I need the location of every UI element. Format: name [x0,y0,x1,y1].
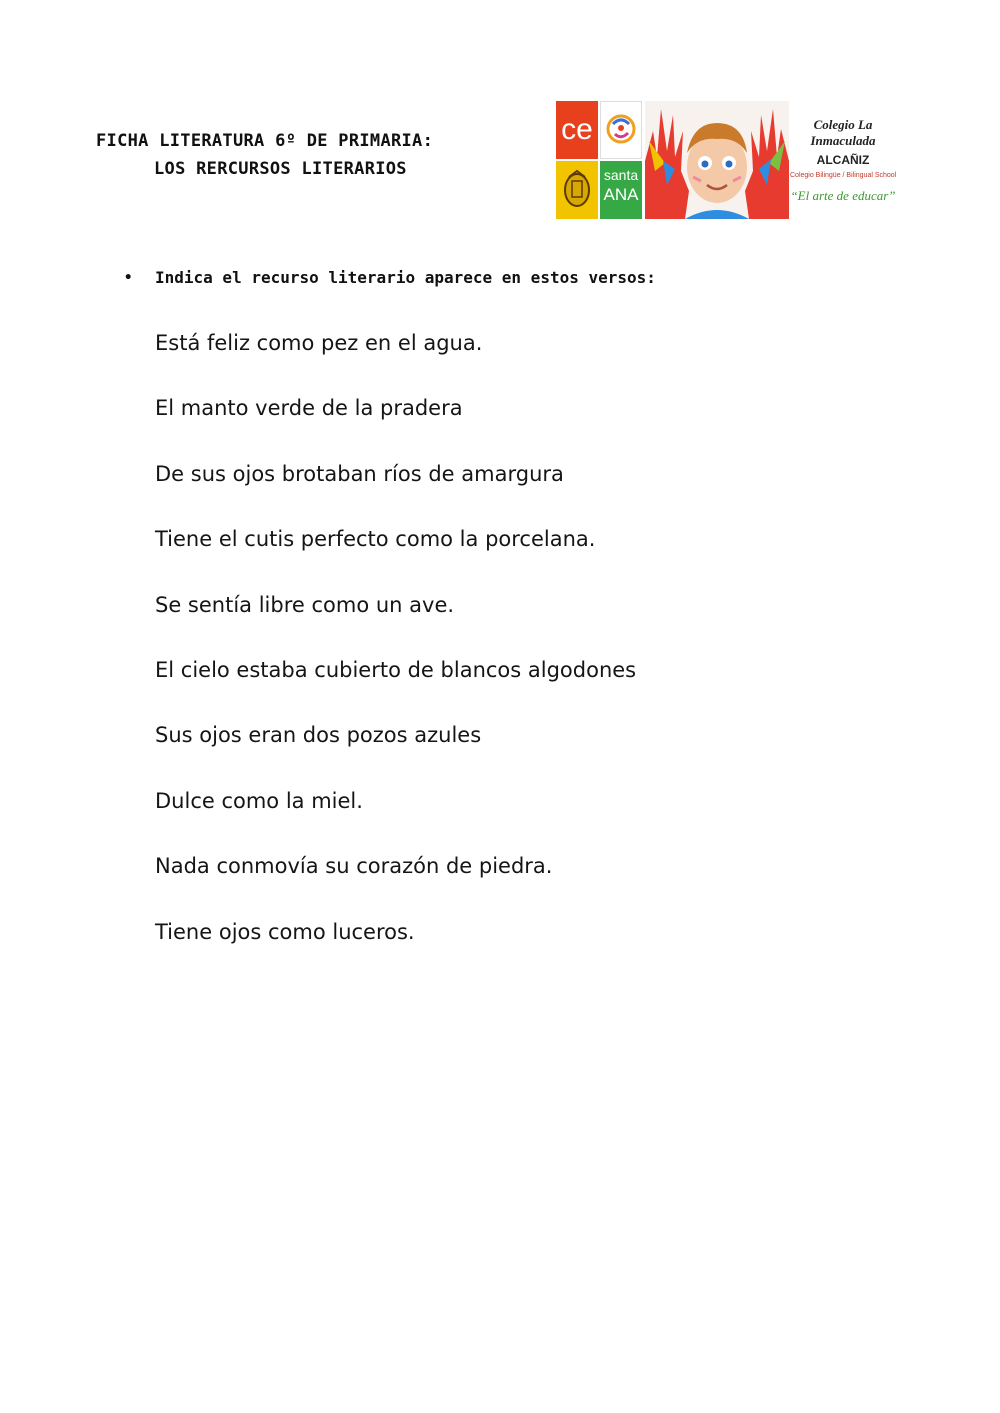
title-line-1: FICHA LITERATURA 6º DE PRIMARIA: [96,131,434,151]
title-line-2: LOS RERCURSOS LITERARIOS [154,159,407,179]
verse-item: El cielo estaba cubierto de blancos algodones [155,657,637,682]
instruction [124,268,656,287]
bullet-icon: • [124,269,133,286]
verse-item: De sus ojos brotaban ríos de amargura [155,461,564,486]
pastoral-icon [600,101,642,159]
ana-text: ANA [603,185,639,204]
worksheet-title [96,127,433,183]
instruction-text: Indica el recurso literario aparece en estos versos: [155,268,656,287]
verse-item: Está feliz como pez en el agua. [155,331,483,355]
school-city: ALCAÑIZ [816,153,870,167]
school-info [790,117,896,204]
school-subtitle: Colegio Bilingüe / Bilingual School [790,172,897,179]
school-logo [556,101,896,219]
ce-santa-ana-logo [556,101,642,219]
school-motto: “El arte de educar” [790,188,896,203]
verse-item: Sus ojos eran dos pozos azules [155,723,482,748]
painted-hands-child-photo [645,101,789,219]
verse-list [155,325,636,979]
verse-item: Nada conmovía su corazón de piedra. [155,854,553,879]
verse-item: Dulce como la miel. [155,788,363,813]
verse-item: Tiene ojos como luceros. [155,919,415,944]
verse-item: El manto verde de la pradera [155,396,463,421]
santa-text: santa [603,167,639,183]
ce-logo-tile: ce [556,101,598,159]
verse-item: Tiene el cutis perfecto como la porcelana. [155,527,596,552]
crest-icon [556,161,598,219]
santa-ana-tile [600,161,642,219]
school-name: Colegio La Inmaculada [810,117,876,148]
verse-item: Se sentía libre como un ave. [155,592,455,617]
